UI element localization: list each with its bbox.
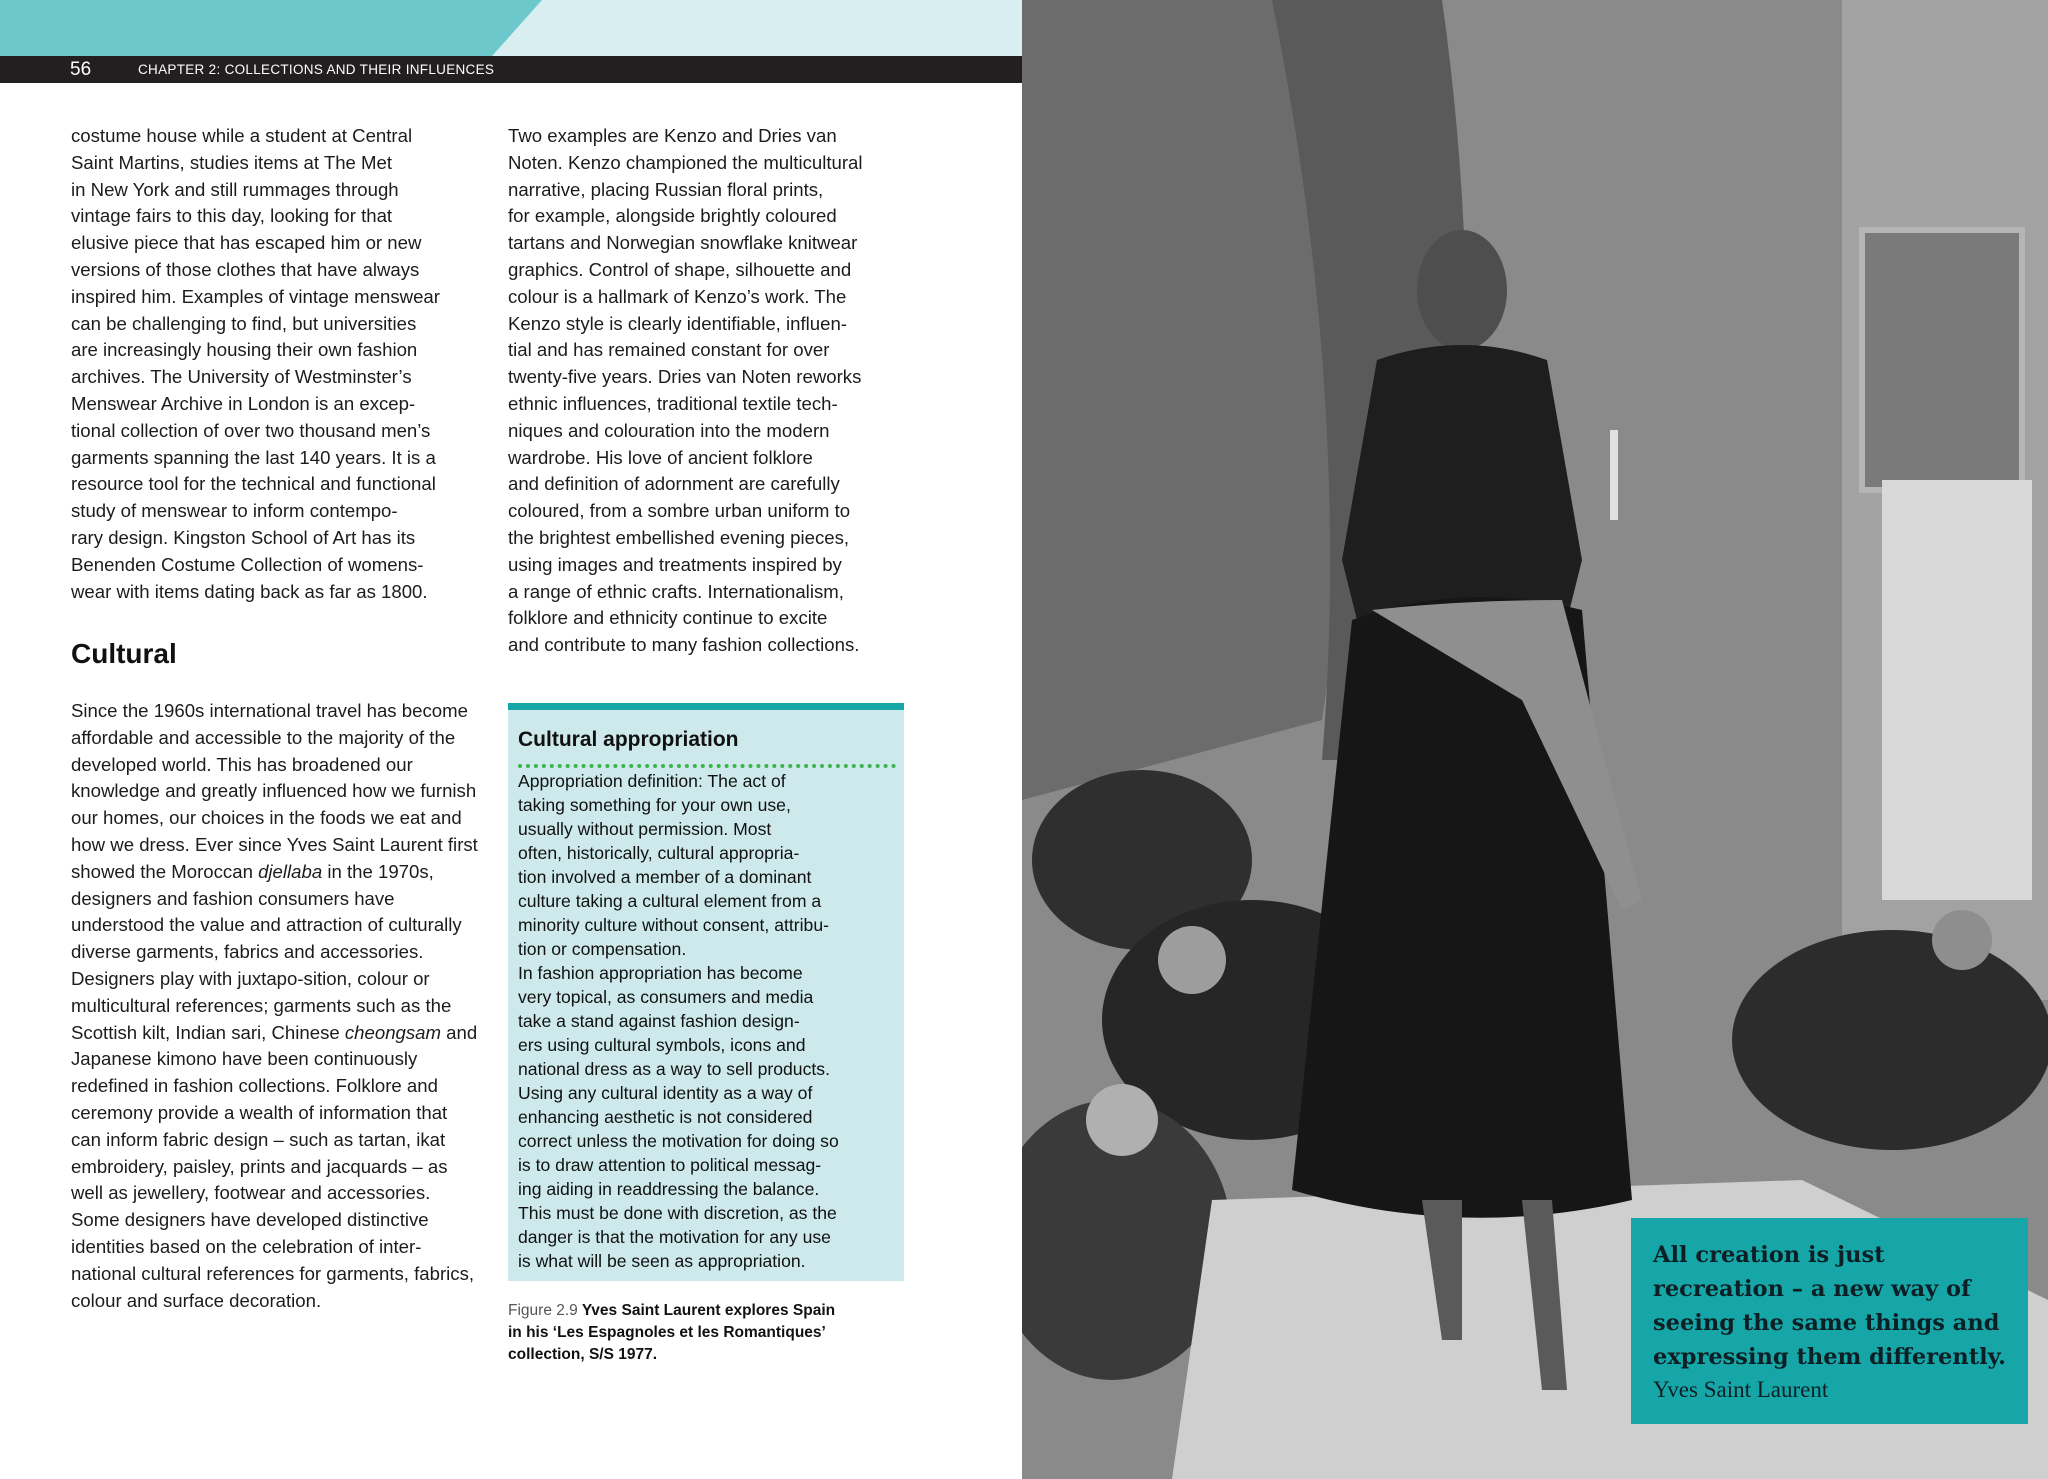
sidebar-dotted-rule	[518, 764, 896, 768]
photo-audience-right	[1732, 930, 2048, 1150]
photo-window-right	[1882, 480, 2032, 900]
cultural-paragraph	[71, 698, 481, 1314]
sidebar-title: Cultural appropriation	[518, 728, 739, 751]
chapter-title: CHAPTER 2: COLLECTIONS AND THEIR INFLUENCES	[138, 62, 495, 77]
column-1-cultural	[71, 698, 481, 1314]
intro-paragraph: costume house while a student at Central Saint Martins, studies items at The Met in New York and still rummages through vintage fairs to this day, looking for that elusive piece that has escaped him or new versions of those clothes that have always inspired him. Examples of vintage menswear can be challenging to find, but universities are increasingly housing their own fashion archives. The University of Westminster’s Menswear Archive in London is an excep- tional collection of over two thousand men’s garments spanning the last 140 years. It is a resource tool for the technical and functional study of menswear to inform contempo- rary design. Kingston School of Art has its Benenden Costume Collection of womens- wear with items dating back as far as 1800.	[71, 125, 440, 602]
photo-audience-face	[1158, 926, 1226, 994]
quote-text: All creation is just recreation – a new way of seeing the same things and expressing them differently.	[1653, 1242, 2007, 1370]
running-header	[0, 56, 1022, 83]
photo-model-head	[1417, 230, 1507, 350]
cultural-term-cheongsam: cheongsam	[344, 1021, 442, 1043]
column-2	[508, 123, 918, 659]
pull-quote	[1631, 1218, 2028, 1424]
kenzo-dries-paragraph: Two examples are Kenzo and Dries van Noten. Kenzo championed the multicultural narrative, placing Russian floral prints, for example, alongside brightly coloured tartans and Norwegian snowflake knitwear graphics. Control of shape, silhouette and colour is a hallmark of Kenzo’s work. The Kenzo style is clearly identifiable, influen- tial and has remained constant for over twenty-five years. Dries van Noten reworks ethnic influences, traditional textile tech- niques and colouration into the modern wardrobe. His love of ancient folklore and definition of adornment are carefully coloured, from a sombre urban uniform to the brightest embellished evening pieces, using images and treatments inspired by a range of ethnic crafts. Internationalism, folklore and ethnicity continue to excite and contribute to many fashion collections.	[508, 125, 863, 656]
photo-wall-frame	[1862, 230, 2022, 490]
page-number: 56	[70, 59, 92, 80]
photo-audience-face	[1086, 1084, 1158, 1156]
photo-sconce-candle-2	[1610, 430, 1618, 520]
cultural-text-3: and Japanese kimono have been continuously redefined in fashion collections. Folklore and ceremony provide a wealth of information that can inform fabric design – such as tartan, ikat embroidery, paisley, prints and jacquards – as well as jewellery, footwear and accessories. Some designers have developed distinctive identities based on the celebration of inter-national cultural references for garments, fabrics, colour and surface decoration.	[71, 1021, 478, 1311]
photo-audience-face	[1932, 910, 1992, 970]
left-page	[0, 0, 1022, 1479]
sidebar-paragraph-1: Appropriation definition: The act of taking something for your own use, usually without permission. Most often, historically, cultural appropria- tion involved a member of a dominant culture taking a cultural element from a minority culture without consent, attribu- tion or compensation.	[518, 771, 829, 959]
figure-label: Figure 2.9	[508, 1302, 578, 1319]
sidebar-paragraph-2: In fashion appropriation has become very topical, as consumers and media take a stand against fashion design- ers using cultural symbols, icons and national dress as a way to sell products. Using any cultural identity as a way of enhancing aesthetic is not considered correct unless the motivation for doing so is to draw attention to political messag- ing aiding in readdressing the balance. This must be done with discretion, as the danger is that the motivation for any use is what will be seen as appropriation.	[518, 963, 839, 1271]
cultural-text-2: in the 1970s, designers and fashion consumers have understood the value and attraction of culturally diverse garments, fabrics and accessories. Designers play with juxtapo-sition, colour or multicultural references; garments such as the Scottish kilt, Indian sari, Chinese	[71, 860, 462, 1043]
figure-caption	[508, 1300, 908, 1366]
cultural-text-1: Since the 1960s international travel has become affordable and accessible to the majority of the developed world. This has broadened our knowledge and greatly influenced how we furnish our homes, our choices in the foods we eat and how we dress. Ever since Yves Saint Laurent first showed the Moroccan	[71, 700, 478, 882]
sidebar-body	[518, 769, 898, 1273]
caption-text: Yves Saint Laurent explores Spain in his ‘Les Espagnoles et les Romantiques’ collection, S/S 1977.	[508, 1302, 836, 1363]
quote-author: Yves Saint Laurent	[1653, 1377, 1829, 1402]
column-1-intro	[71, 123, 471, 605]
section-heading-cultural: Cultural	[71, 638, 177, 669]
photo-model-blouse	[1342, 345, 1582, 640]
cultural-term-djellaba: djellaba	[258, 860, 323, 882]
top-decorative-band	[0, 0, 1022, 56]
cultural-appropriation-sidebar	[508, 703, 904, 1281]
